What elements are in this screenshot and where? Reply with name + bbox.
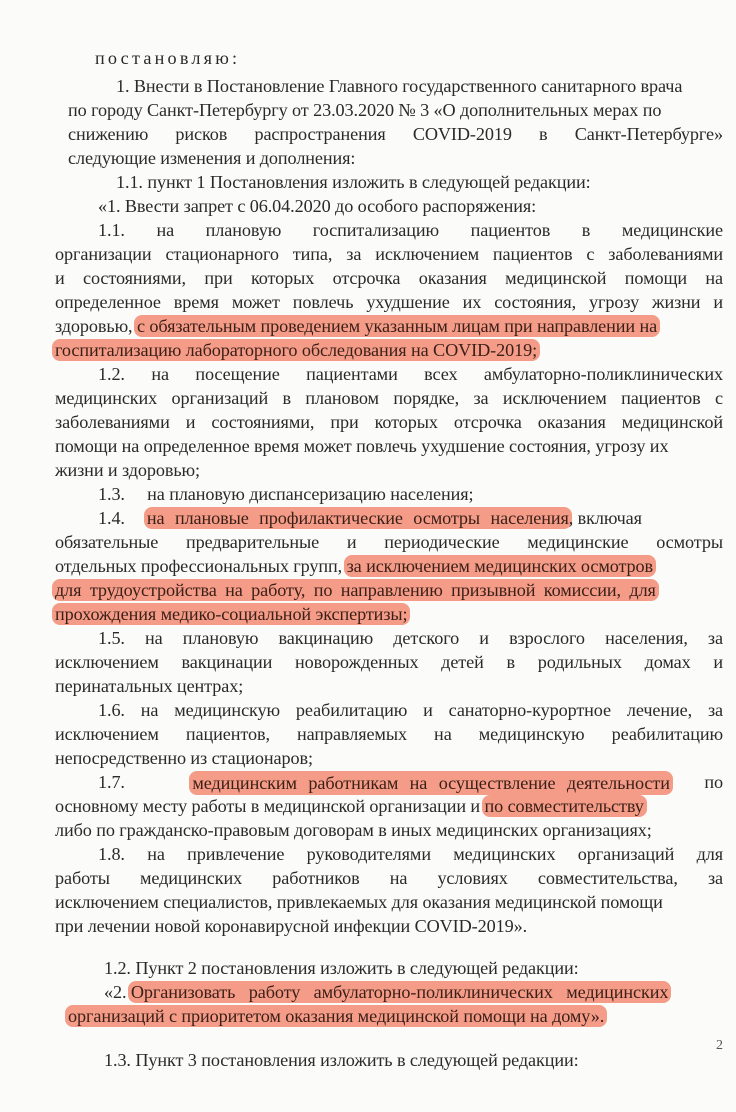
item-1-2-line: медицинских организаций в плановом порядке, за исключением пациентов с xyxy=(55,388,723,408)
subclause-1-1-intro: 1.1. пункт 1 Постановления изложить в следующей редакции: xyxy=(116,172,591,192)
plain-text: , включая xyxy=(568,508,642,528)
item-1-7-line xyxy=(98,771,723,795)
highlighted-text: медицинским работникам на осуществление деятельности xyxy=(189,771,672,795)
item-text: на плановую диспансеризацию населения; xyxy=(147,484,474,504)
resolution-heading: постановляю: xyxy=(95,48,241,68)
item-1-6-line: 1.6. на медицинскую реабилитацию и санаторно-курортное лечение, за xyxy=(98,700,723,720)
item-1-2-line: заболеваниями и состояниями, при которых отсрочка оказания медицинской xyxy=(55,412,723,432)
item-1-4-line xyxy=(55,579,656,601)
item-number: 1.3. xyxy=(98,484,125,504)
item-1-4-line: обязательные предварительные и периодические медицинские осмотры xyxy=(55,532,723,552)
plain-text: «2. xyxy=(104,982,127,1002)
item-1-8-line: работы медицинских работников на условиях совместительства, за xyxy=(55,868,723,888)
clause-1-line: по городу Санкт-Петербургу от 23.03.2020 № 3 «О дополнительных мерах по xyxy=(68,100,662,120)
highlighted-text: госпитализацию лабораторного обследования на COVID-2019; xyxy=(52,339,540,361)
clause-1-line: снижению рисков распространения COVID-2019 в Санкт-Петербурге» xyxy=(68,124,723,144)
item-1-2-line: помощи на определенное время может повлечь ухудшение состояния, угрозу их xyxy=(55,436,669,456)
clause-1-line: следующие изменения и дополнения: xyxy=(68,148,356,168)
highlighted-text: организаций с приоритетом оказания медицинской помощи на дому». xyxy=(65,1005,607,1027)
plain-text: по xyxy=(704,772,723,792)
item-1-6-line: исключением пациентов, направляемых на медицинскую реабилитацию xyxy=(55,724,723,744)
item-1-2-line: 1.2. на посещение пациентами всех амбулаторно-поликлинических xyxy=(98,364,723,384)
item-1-8-line: при лечении новой коронавирусной инфекции COVID-2019». xyxy=(55,916,528,936)
item-body xyxy=(147,507,723,529)
item-1-4-line xyxy=(98,507,723,529)
item-1-8-line: исключением специалистов, привлекаемых для оказания медицинской помощи xyxy=(55,892,663,912)
clause-1-line: 1. Внести в Постановление Главного государственного санитарного врача xyxy=(116,76,683,96)
item-1-6-line: непосредственно из стационаров; xyxy=(55,748,313,768)
section-1-3-intro: 1.3. Пункт 3 постановления изложить в следующей редакции: xyxy=(104,1050,579,1070)
item-1-7-line: либо по гражданско-правовым договорам в иных медицинских организациях; xyxy=(55,820,652,840)
item-1-1-line: и состояниями, при которых отсрочка оказания медицинской помощи на xyxy=(55,268,723,288)
item-1-5-line: исключением вакцинации новорожденных детей в родильных домах и xyxy=(55,652,723,672)
plain-text: здоровью, xyxy=(55,316,133,336)
item-1-4-line xyxy=(55,603,407,625)
item-1-3-line xyxy=(98,483,473,505)
item-1-5-line: 1.5. на плановую вакцинацию детского и взрослого населения, за xyxy=(98,628,723,648)
highlighted-text: по совместительству xyxy=(482,795,647,817)
plain-text: основному месту работы в медицинской организации и xyxy=(55,796,481,816)
item-1-1-line: определенное время может повлечь ухудшение их состояния, угрозу жизни и xyxy=(55,292,723,312)
highlighted-text: с обязательным проведением указанным лицам при направлении на xyxy=(134,315,660,337)
item-1-4-line xyxy=(55,555,653,577)
item-1-7-line xyxy=(55,795,644,817)
section-1-2-line xyxy=(104,981,723,1003)
highlighted-text: прохождения медико-социальной экспертизы; xyxy=(52,603,410,625)
item-number: 1.7. xyxy=(98,772,125,792)
page-number: 2 xyxy=(716,1038,723,1053)
highlighted-text: на плановые профилактические осмотры населения xyxy=(144,507,572,529)
item-number: 1.4. xyxy=(98,508,125,528)
ban-intro: «1. Ввести запрет с 06.04.2020 до особого распоряжения: xyxy=(98,196,537,216)
section-1-2-line xyxy=(68,1005,604,1027)
item-1-8-line: 1.8. на привлечение руководителями медицинских организаций для xyxy=(98,844,723,864)
plain-text: отдельных профессиональных групп, xyxy=(55,556,343,576)
item-1-1-line xyxy=(55,315,657,337)
item-1-1-line: 1.1. на плановую госпитализацию пациентов в медицинские xyxy=(98,220,723,240)
item-1-1-line: организации стационарного типа, за исключением пациентов с заболеваниями xyxy=(55,244,723,264)
highlighted-text: за исключением медицинских осмотров xyxy=(344,555,656,577)
item-1-5-line: перинатальных центрах; xyxy=(55,676,244,696)
item-1-2-line: жизни и здоровью; xyxy=(55,460,200,480)
section-1-2-intro: 1.2. Пункт 2 постановления изложить в следующей редакции: xyxy=(104,958,579,978)
highlighted-text: для трудоустройства на работу, по направлению призывной комиссии, для xyxy=(52,579,659,601)
highlighted-text: Организовать работу амбулаторно-поликлинических медицинских xyxy=(128,981,671,1003)
item-1-1-line xyxy=(55,339,537,361)
